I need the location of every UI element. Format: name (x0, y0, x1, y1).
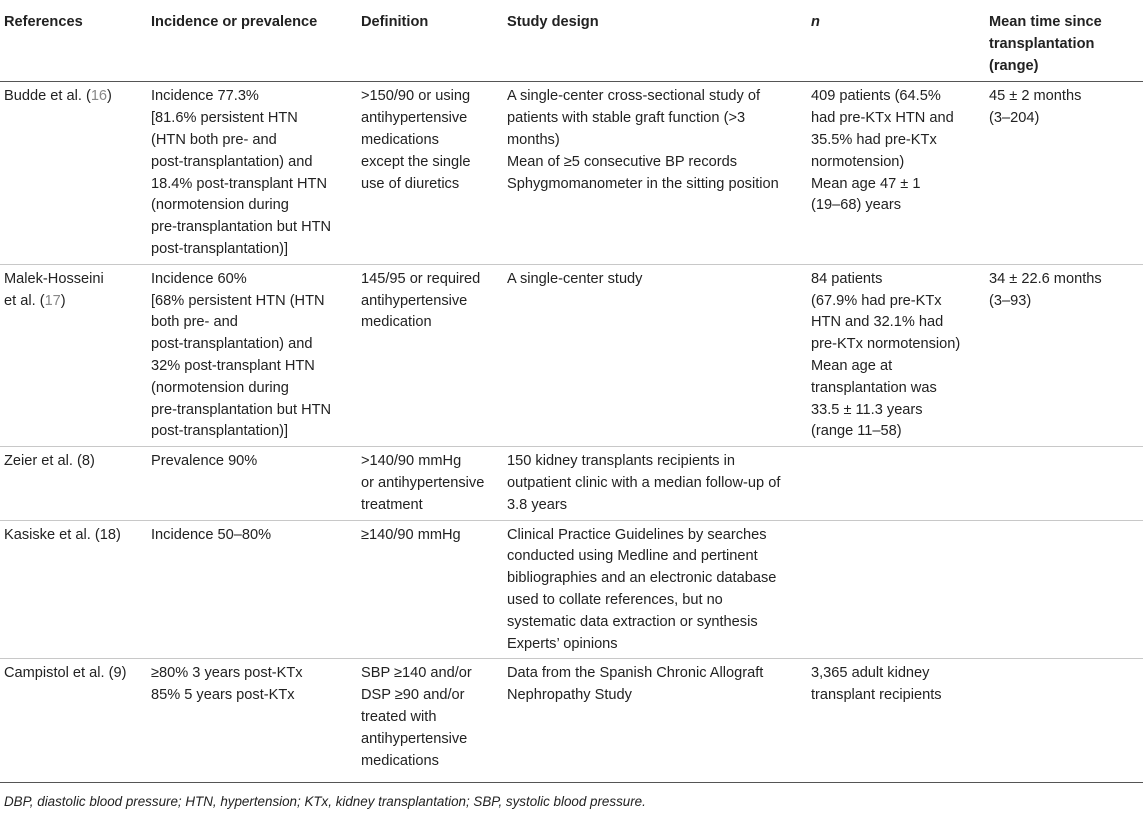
cell-incidence (147, 447, 357, 520)
text-line: Clinical Practice Guidelines by searches (507, 526, 767, 543)
text-line: Mean of ≥5 consecutive BP records (507, 153, 738, 170)
text-line: post-transplantation) and (151, 336, 313, 353)
text-line: bibliographies and an electronic database (507, 570, 777, 587)
text-line: used to collate references, but no (507, 591, 723, 608)
cell-definition (357, 659, 503, 783)
cell-mean-time (985, 264, 1143, 446)
cell-study-design (503, 659, 807, 783)
text-line: outpatient clinic with a median follow-up of (507, 474, 781, 491)
table-footnote: DBP, diastolic blood pressure; HTN, hypertension; KTx, kidney transplantation; SBP, systolic blood pressure. (4, 794, 646, 810)
header-study-design: Study design (503, 0, 807, 82)
text-line: 3,365 adult kidney (811, 665, 930, 682)
text-line: 45 ± 2 months (989, 88, 1082, 105)
text-line: patients with stable graft function (>3 (507, 110, 746, 127)
text-line: (19–68) years (811, 197, 902, 214)
text-line: >140/90 mmHg (361, 453, 462, 470)
cell-mean-time (985, 447, 1143, 520)
text-line: ≥140/90 mmHg (361, 526, 461, 543)
text-line: medication (361, 314, 432, 331)
reference-close: ) (60, 292, 66, 309)
text-line: 35.5% had pre-KTx (811, 131, 937, 148)
text-line: [81.6% persistent HTN (151, 110, 298, 127)
text-line: antihypertensive (361, 292, 468, 309)
text-line: antihypertensive (361, 110, 468, 127)
text-line: (3–93) (989, 292, 1032, 309)
text-line: (range 11–58) (811, 423, 902, 440)
text-line: both pre- and (151, 314, 238, 331)
cell-mean-time (985, 82, 1143, 264)
text-line: or antihypertensive (361, 474, 485, 491)
cell-study-design (503, 264, 807, 446)
cell-definition (357, 264, 503, 446)
text-line: post-transplantation) and (151, 153, 313, 170)
header-mean-time-line: (range) (989, 57, 1039, 74)
text-line: Incidence 77.3% (151, 88, 259, 105)
cell-definition (357, 82, 503, 264)
cell-incidence (147, 520, 357, 659)
text-line: months) (507, 131, 560, 148)
header-mean-time (985, 0, 1143, 82)
text-line: medications (361, 752, 439, 769)
text-line: normotension) (811, 153, 905, 170)
header-mean-time-line: transplantation (989, 35, 1095, 52)
table-row (0, 264, 1143, 446)
header-row (0, 0, 1143, 82)
cell-incidence (147, 82, 357, 264)
text-line: ≥80% 3 years post-KTx (151, 665, 303, 682)
text-line: treatment (361, 496, 423, 513)
text-line: treated with (361, 708, 437, 725)
table-row (0, 447, 1143, 520)
reference-author: et al. ( (4, 292, 45, 309)
cell-study-design (503, 82, 807, 264)
text-line: Sphygmomanometer in the sitting position (507, 175, 779, 192)
cell-study-design (503, 520, 807, 659)
text-line: transplant recipients (811, 687, 942, 704)
cell-reference: Zeier et al. (8) (0, 447, 147, 520)
reference-link[interactable]: 17 (44, 292, 61, 309)
text-line: antihypertensive (361, 730, 468, 747)
text-line: (HTN both pre- and (151, 131, 277, 148)
header-incidence: Incidence or prevalence (147, 0, 357, 82)
cell-reference: Kasiske et al. (18) (0, 520, 147, 659)
text-line: Incidence 50–80% (151, 526, 272, 543)
text-line: 33.5 ± 11.3 years (811, 401, 923, 418)
reference-author: Malek-Hosseini (4, 270, 104, 287)
reference-author: Budde et al. ( (4, 88, 91, 105)
text-line: pre-transplantation but HTN (151, 219, 332, 236)
text-line: (67.9% had pre-KTx (811, 292, 942, 309)
text-line: pre-KTx normotension) (811, 336, 961, 353)
text-line: Mean age at (811, 357, 893, 374)
text-line: HTN and 32.1% had (811, 314, 944, 331)
text-line: post-transplantation)] (151, 240, 289, 257)
text-line: (normotension during (151, 197, 289, 214)
text-line: 84 patients (811, 270, 883, 287)
cell-reference (0, 264, 147, 446)
text-line: >150/90 or using (361, 88, 471, 105)
cell-reference (0, 82, 147, 264)
text-line: [68% persistent HTN (HTN (151, 292, 325, 309)
cell-mean-time (985, 659, 1143, 783)
text-line: transplantation was (811, 379, 937, 396)
text-line: (normotension during (151, 379, 289, 396)
cell-study-design (503, 447, 807, 520)
text-line: had pre-KTx HTN and (811, 110, 954, 127)
reference-close: ) (107, 88, 112, 105)
header-mean-time-line: Mean time since (989, 14, 1102, 30)
text-line: pre-transplantation but HTN (151, 401, 332, 418)
text-line: Prevalence 90% (151, 453, 258, 470)
table-row (0, 659, 1143, 783)
text-line: 32% post-transplant HTN (151, 357, 315, 374)
cell-n (807, 447, 985, 520)
text-line: conducted using Medline and pertinent (507, 548, 758, 565)
text-line: Nephropathy Study (507, 687, 632, 704)
table-row (0, 82, 1143, 264)
cell-definition (357, 520, 503, 659)
text-line: Mean age 47 ± 1 (811, 175, 921, 192)
cell-n (807, 520, 985, 659)
cell-definition (357, 447, 503, 520)
text-line: 145/95 or required (361, 270, 481, 287)
text-line: except the single (361, 153, 471, 170)
text-line: post-transplantation)] (151, 423, 289, 440)
text-line: 409 patients (64.5% (811, 88, 941, 105)
header-definition: Definition (357, 0, 503, 82)
cell-n (807, 659, 985, 783)
header-n: n (807, 0, 985, 82)
text-line: 3.8 years (507, 496, 568, 513)
cell-incidence (147, 659, 357, 783)
cell-reference: Campistol et al. (9) (0, 659, 147, 783)
table-row (0, 520, 1143, 659)
text-line: Incidence 60% (151, 270, 247, 287)
text-line: Data from the Spanish Chronic Allograft (507, 665, 764, 682)
text-line: 150 kidney transplants recipients in (507, 453, 735, 470)
text-line: A single-center cross-sectional study of (507, 88, 761, 105)
cell-n (807, 82, 985, 264)
text-line: DSP ≥90 and/or (361, 687, 465, 704)
cell-incidence (147, 264, 357, 446)
text-line: 85% 5 years post-KTx (151, 687, 295, 704)
text-line: systematic data extraction or synthesis (507, 613, 758, 630)
cell-mean-time (985, 520, 1143, 659)
text-line: use of diuretics (361, 175, 460, 192)
text-line: 34 ± 22.6 months (989, 270, 1102, 287)
text-line: A single-center study (507, 270, 643, 287)
text-line: 18.4% post-transplant HTN (151, 175, 328, 192)
reference-link[interactable]: 16 (90, 88, 108, 105)
text-line: SBP ≥140 and/or (361, 665, 472, 682)
cell-n (807, 264, 985, 446)
text-line: medications (361, 131, 439, 148)
text-line: Experts’ opinions (507, 635, 618, 652)
text-line: (3–204) (989, 110, 1040, 127)
header-references: References (0, 0, 147, 82)
